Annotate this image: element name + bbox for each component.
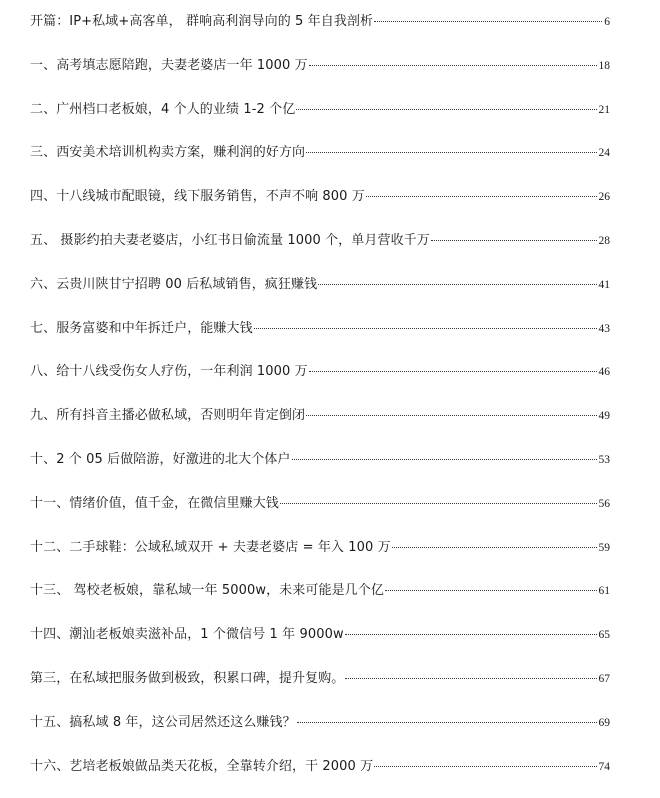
toc-dot-leader <box>345 634 597 635</box>
toc-entry-title[interactable]: 一、高考填志愿陪跑，夫妻老婆店一年 1000 万 <box>30 57 308 73</box>
toc-entry[interactable] <box>30 488 610 532</box>
toc-dot-leader <box>309 65 597 66</box>
toc-dot-leader <box>306 152 596 153</box>
toc-dot-leader <box>318 284 596 285</box>
toc-entry-title[interactable]: 五、 摄影约拍夫妻老婆店，小红书日偷流量 1000 个，单月营收千万 <box>30 232 430 248</box>
toc-entry[interactable] <box>30 137 610 181</box>
toc-entry[interactable] <box>30 94 610 138</box>
toc-dot-leader <box>431 240 597 241</box>
toc-entry[interactable] <box>30 400 610 444</box>
toc-entry-title[interactable]: 第三，在私域把服务做到极致，积累口碑，提升复购。 <box>30 670 345 686</box>
toc-entry[interactable] <box>30 269 610 313</box>
toc-page-number[interactable]: 56 <box>598 497 610 510</box>
toc-page-number[interactable]: 43 <box>598 322 610 335</box>
toc-entry-title[interactable]: 八、给十八线受伤女人疗伤，一年利润 1000 万 <box>30 364 308 380</box>
toc-dot-leader <box>345 678 596 679</box>
table-of-contents <box>30 6 610 794</box>
toc-entry-title[interactable]: 六、云贵川陕甘宁招聘 00 后私域销售，疯狂赚钱 <box>30 276 318 292</box>
toc-dot-leader <box>280 503 597 504</box>
toc-entry[interactable] <box>30 313 610 357</box>
toc-page-number[interactable]: 49 <box>598 410 610 423</box>
toc-entry-title[interactable]: 十六、艺培老板娘做品类天花板，全靠转介绍，干 2000 万 <box>30 758 374 774</box>
toc-entry-title[interactable]: 四、十八线城市配眼镜，线下服务销售，不声不响 800 万 <box>30 189 365 205</box>
toc-entry[interactable] <box>30 225 610 269</box>
toc-entry[interactable] <box>30 663 610 707</box>
toc-page-number[interactable]: 6 <box>604 16 610 28</box>
toc-page-number[interactable]: 65 <box>598 629 610 642</box>
toc-dot-leader <box>296 109 596 110</box>
toc-entry-title[interactable]: 九、所有抖音主播必做私域，否则明年肯定倒闭 <box>30 408 306 424</box>
toc-entry[interactable] <box>30 181 610 225</box>
toc-entry[interactable] <box>30 707 610 751</box>
toc-entry[interactable] <box>30 619 610 663</box>
toc-dot-leader <box>309 371 597 372</box>
toc-entry-title[interactable]: 十一、情绪价值，值千金，在微信里赚大钱 <box>30 495 279 511</box>
toc-entry-title[interactable]: 七、服务富婆和中年拆迁户，能赚大钱 <box>30 320 253 336</box>
toc-entry-title[interactable]: 十三、 驾校老板娘，靠私域一年 5000w，未来可能是几个亿 <box>30 583 384 599</box>
toc-page-number[interactable]: 21 <box>598 103 610 116</box>
toc-dot-leader <box>385 590 597 591</box>
toc-entry-title[interactable]: 十四、潮汕老板娘卖滋补品，1 个微信号 1 年 9000w <box>30 627 344 643</box>
toc-entry[interactable] <box>30 444 610 488</box>
toc-entry-title[interactable]: 开篇：IP+私域+高客单， 群响高利润导向的 5 年自我剖析 <box>30 14 374 29</box>
toc-entry-title[interactable]: 十五、搞私域 8 年，这公司居然还这么赚钱？ <box>30 714 296 730</box>
toc-page-number[interactable]: 26 <box>598 191 610 204</box>
toc-page-number[interactable]: 28 <box>598 234 610 247</box>
toc-entry[interactable] <box>30 50 610 94</box>
toc-entry[interactable] <box>30 575 610 619</box>
toc-dot-leader <box>254 328 597 329</box>
toc-dot-leader <box>306 415 596 416</box>
toc-entry-title[interactable]: 二、广州档口老板娘，4 个人的业绩 1-2 个亿 <box>30 101 296 117</box>
toc-dot-leader <box>292 459 597 460</box>
toc-entry[interactable] <box>30 532 610 576</box>
toc-page-number[interactable]: 46 <box>598 366 610 379</box>
toc-dot-leader <box>297 722 597 723</box>
toc-page-number[interactable]: 59 <box>598 541 610 554</box>
toc-page-number[interactable]: 18 <box>598 59 610 72</box>
toc-entry-title[interactable]: 三、西安美术培训机构卖方案，赚利润的好方向 <box>30 145 306 161</box>
toc-page-number[interactable]: 67 <box>598 672 610 685</box>
toc-dot-leader <box>374 766 596 767</box>
toc-entry[interactable] <box>30 6 610 50</box>
toc-entry[interactable] <box>30 356 610 400</box>
toc-entry[interactable] <box>30 751 610 795</box>
toc-dot-leader <box>374 21 602 22</box>
toc-page-number[interactable]: 69 <box>598 716 610 729</box>
toc-page-number[interactable]: 41 <box>598 278 610 291</box>
toc-entry-title[interactable]: 十、2 个 05 后做陪游，好激进的北大个体户 <box>30 451 291 467</box>
toc-page-number[interactable]: 74 <box>598 760 610 773</box>
toc-entry-title[interactable]: 十二、二手球鞋：公域私域双开 + 夫妻老婆店 = 年入 100 万 <box>30 539 391 555</box>
toc-page-number[interactable]: 53 <box>598 453 610 466</box>
toc-page-number[interactable]: 61 <box>598 585 610 598</box>
toc-dot-leader <box>392 547 597 548</box>
toc-dot-leader <box>366 196 597 197</box>
toc-page-number[interactable]: 24 <box>598 147 610 160</box>
